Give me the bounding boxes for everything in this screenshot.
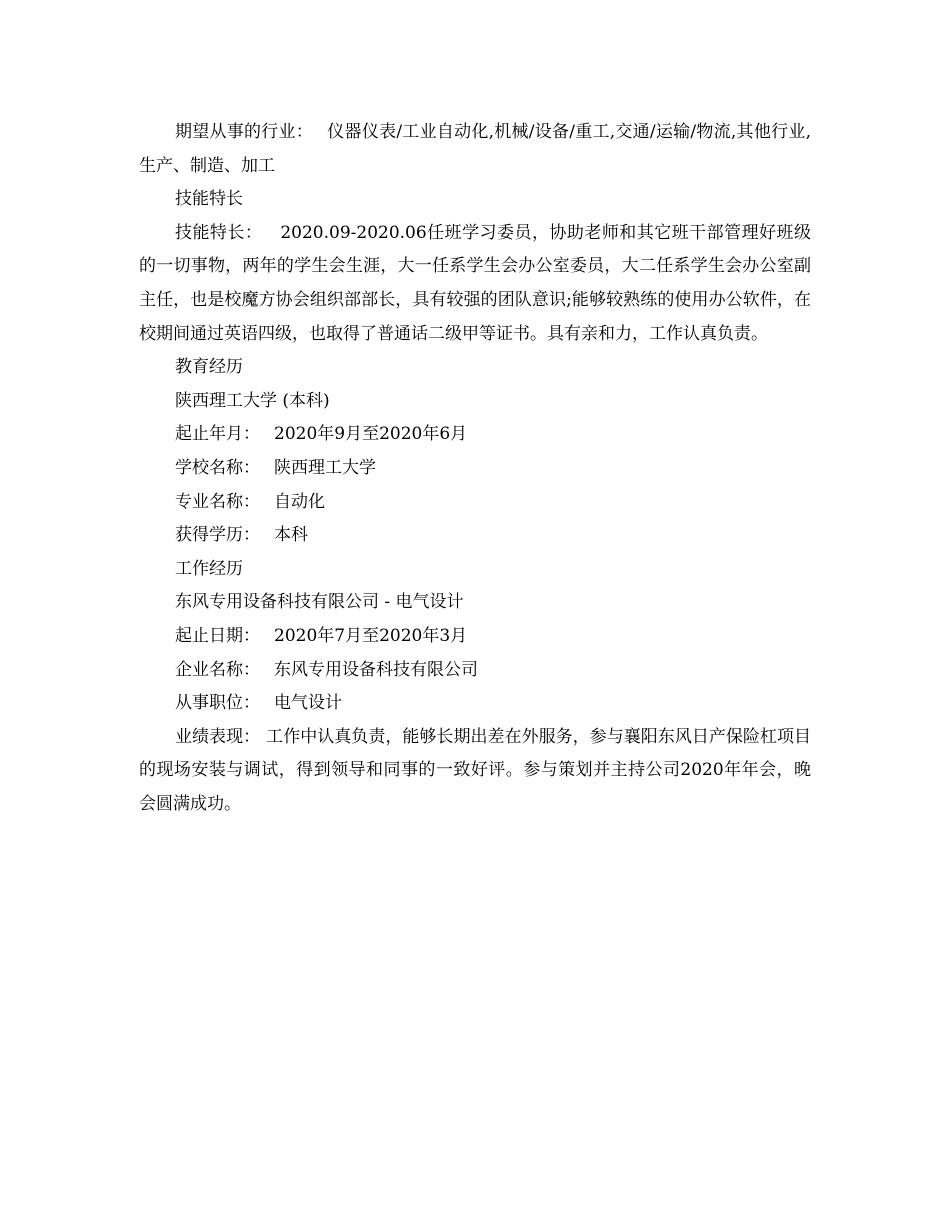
industry-paragraph — [139, 116, 811, 183]
education-school-row — [139, 452, 811, 486]
resume-content — [139, 116, 811, 821]
industry-label: 期望从事的行业： — [175, 122, 314, 142]
education-major-row — [139, 486, 811, 520]
work-position-row — [139, 687, 811, 721]
skills-value: 2020.09-2020.06任班学习委员，协助老师和其它班干部管理好班级的一切事物，两年的学生会生涯，大一任系学生会办公室委员，大二任系学生会办公室副主任，也是校魔方协会组织部部长，具有较强的团队意识;能够较熟练的使用办公软件，在校期间通过英语四级，也取得了普通话二级甲等证书。具有亲和力，工作认真负责。 — [139, 222, 811, 344]
work-position-label: 从事职位： — [175, 693, 260, 714]
education-school-title: 陕西理工大学 (本科) — [175, 390, 330, 411]
work-heading: 工作经历 — [175, 558, 243, 579]
work-company-value: 东风专用设备科技有限公司 — [274, 659, 478, 680]
work-performance-paragraph — [139, 721, 811, 822]
industry-value: 仪器仪表/工业自动化,机械/设备/重工,交通/运输/物流,其他行业,生产、制造、加工 — [139, 122, 811, 176]
work-position-value: 电气设计 — [274, 693, 342, 714]
work-period-value: 2020年7月至2020年3月 — [274, 625, 468, 646]
education-major-value: 自动化 — [274, 491, 325, 512]
work-company-label: 企业名称： — [175, 659, 260, 680]
education-school-value: 陕西理工大学 — [274, 457, 376, 478]
skills-label: 技能特长： — [175, 222, 263, 243]
education-heading: 教育经历 — [175, 357, 243, 378]
education-degree-label: 获得学历： — [175, 525, 260, 546]
work-performance-label: 业绩表现： — [175, 726, 261, 747]
education-period-row — [139, 418, 811, 452]
education-period-value: 2020年9月至2020年6月 — [274, 424, 468, 445]
skills-heading: 技能特长 — [175, 189, 243, 210]
education-school-label: 学校名称： — [175, 457, 260, 478]
education-degree-value: 本科 — [274, 525, 308, 546]
work-company-row — [139, 654, 811, 688]
education-period-label: 起止年月： — [175, 424, 260, 445]
work-period-label: 起止日期： — [175, 625, 260, 646]
work-performance-value: 工作中认真负责，能够长期出差在外服务，参与襄阳东风日产保险杠项目的现场安装与调试，得到领导和同事的一致好评。参与策划并主持公司2020年年会，晚会圆满成功。 — [139, 726, 812, 814]
education-major-label: 专业名称： — [175, 491, 260, 512]
work-title: 东风专用设备科技有限公司 - 电气设计 — [175, 592, 464, 613]
education-degree-row — [139, 519, 811, 553]
skills-paragraph — [139, 217, 811, 351]
work-period-row — [139, 620, 811, 654]
